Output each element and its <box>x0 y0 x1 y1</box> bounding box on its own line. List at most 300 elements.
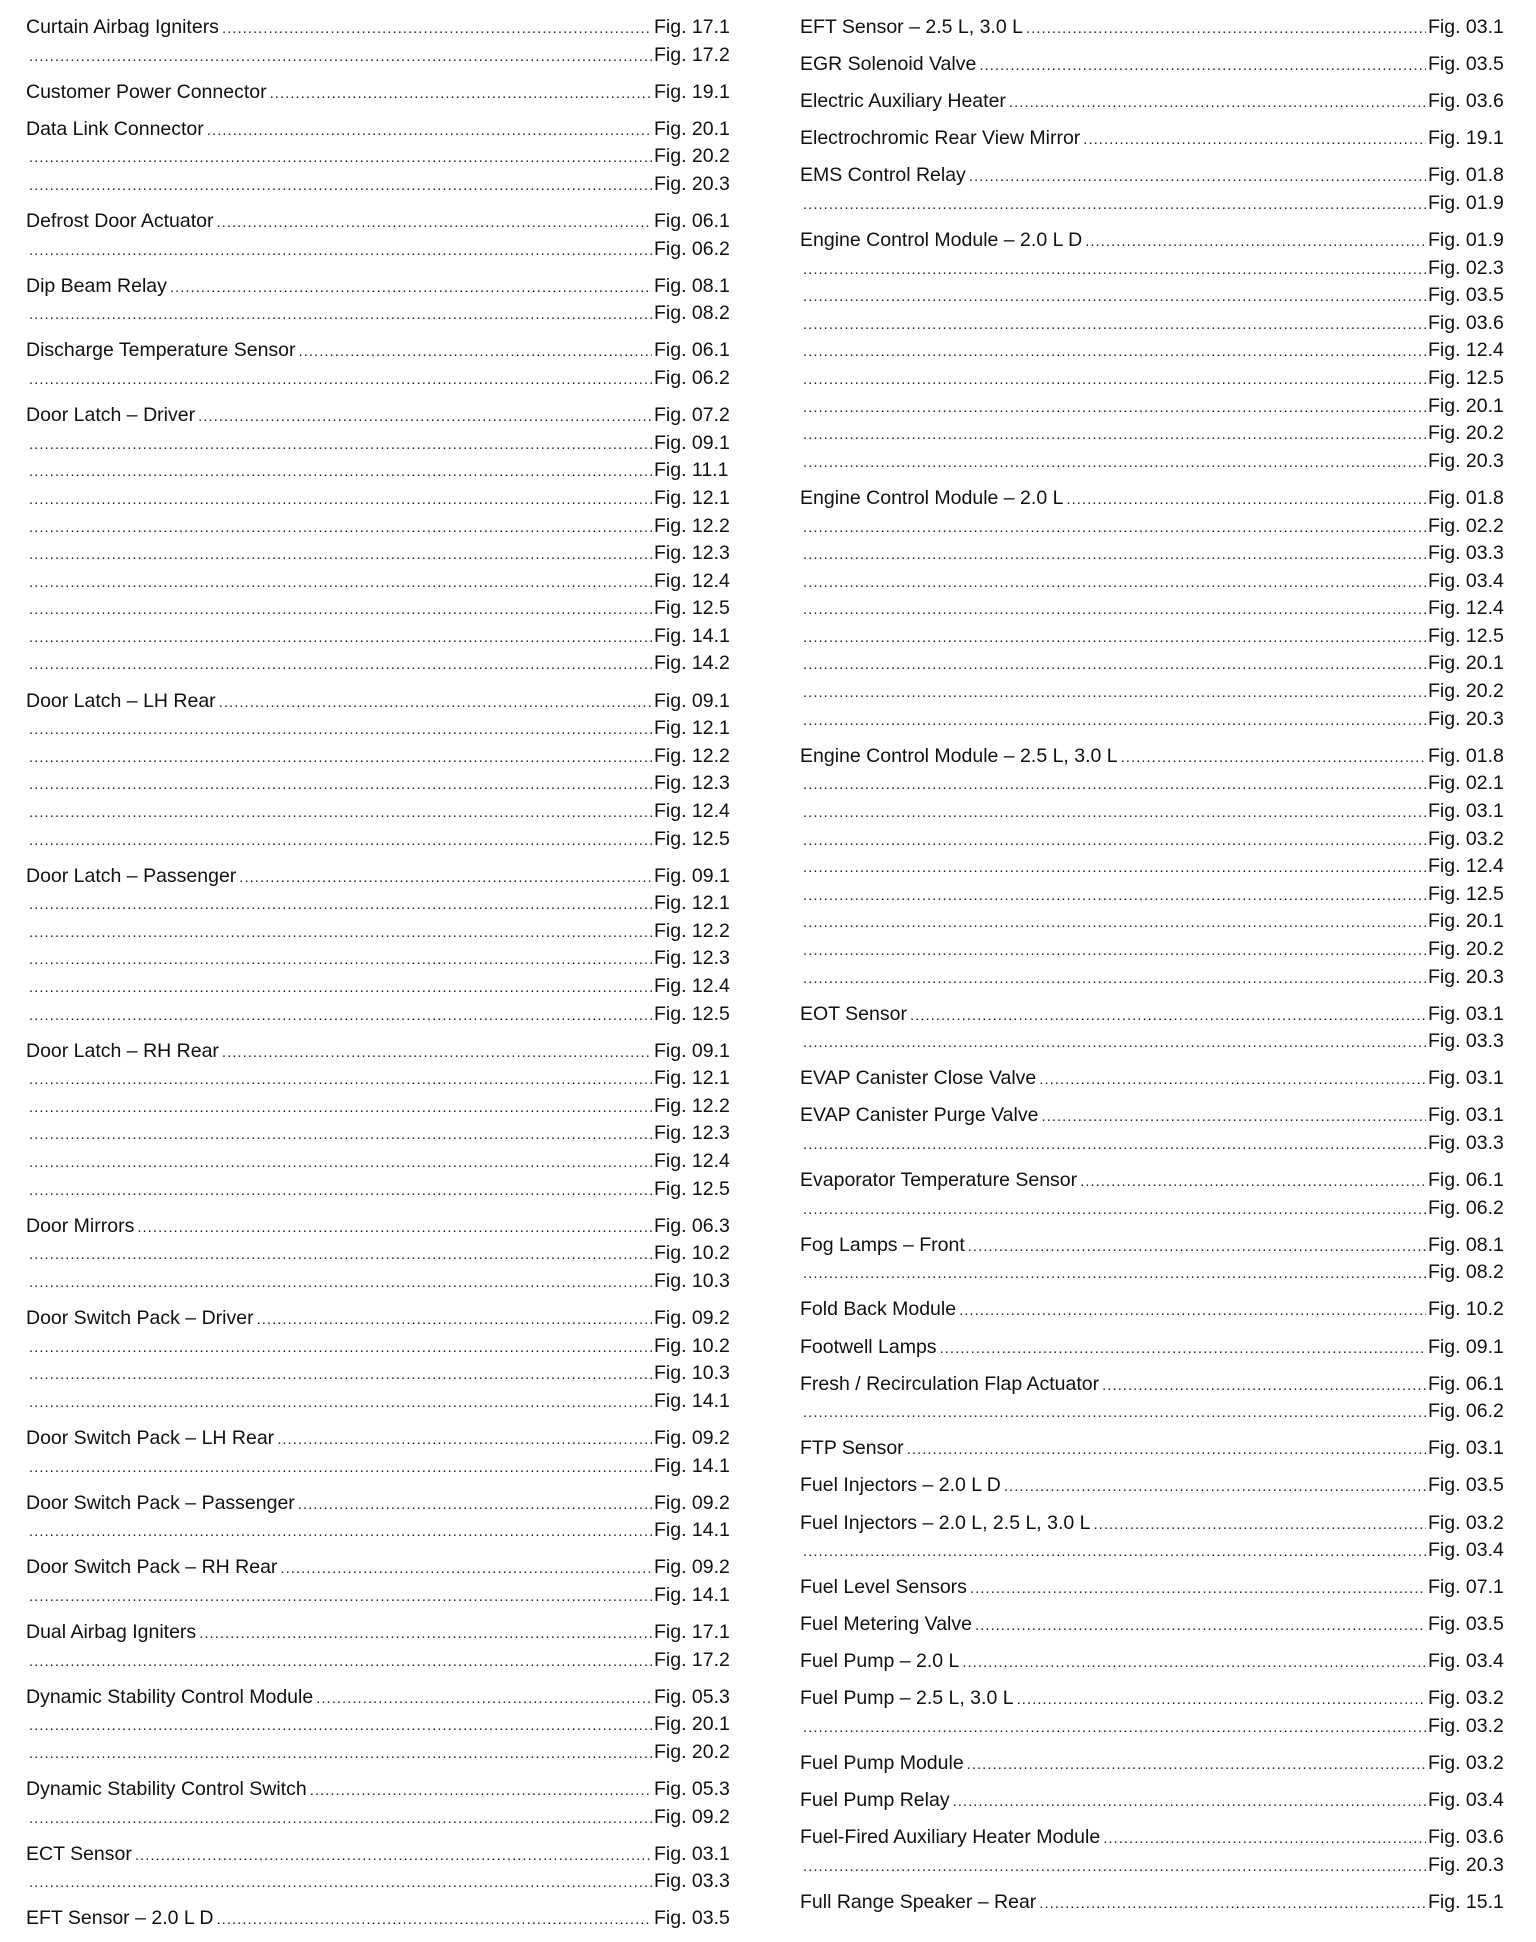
index-entry <box>26 1841 738 1896</box>
index-continuation-line <box>800 826 1512 854</box>
figure-reference: Fig. 08.1 <box>654 274 730 297</box>
dot-leader <box>803 256 1426 284</box>
entry-label: Dual Airbag Igniters <box>26 1620 197 1643</box>
index-continuation-line <box>800 448 1512 476</box>
entry-label: Door Switch Pack – RH Rear <box>26 1556 278 1579</box>
index-continuation-line <box>800 1028 1512 1056</box>
index-continuation-line <box>26 770 738 798</box>
dot-leader <box>970 1575 1426 1603</box>
figure-reference: Fig. 01.8 <box>1428 744 1504 767</box>
figure-reference: Fig. 08.1 <box>1428 1233 1504 1256</box>
figure-reference: Fig. 07.2 <box>654 404 730 427</box>
index-entry <box>800 88 1512 116</box>
entry-label: Fuel Injectors – 2.0 L, 2.5 L, 3.0 L <box>800 1511 1091 1534</box>
dot-leader <box>29 1149 652 1177</box>
index-entry <box>26 1490 738 1545</box>
dot-leader <box>280 1555 652 1583</box>
index-entry-line <box>800 1787 1512 1815</box>
index-entry-line <box>26 337 738 365</box>
index-entry <box>26 863 738 1029</box>
index-column-left <box>26 14 738 1942</box>
figure-reference: Fig. 09.1 <box>654 431 730 454</box>
dot-leader <box>29 651 652 679</box>
dot-leader <box>29 1712 652 1740</box>
index-entry <box>26 14 738 69</box>
figure-reference: Fig. 06.2 <box>1428 1400 1504 1423</box>
figure-reference: Fig. 20.2 <box>654 1740 730 1763</box>
dot-leader <box>29 431 652 459</box>
figure-reference: Fig. 12.3 <box>654 1122 730 1145</box>
index-column-right <box>800 14 1512 1926</box>
figure-reference: Fig. 03.5 <box>1428 53 1504 76</box>
index-entry-line <box>800 162 1512 190</box>
figure-reference: Fig. 12.5 <box>654 827 730 850</box>
dot-leader <box>257 1306 652 1334</box>
index-continuation-line <box>26 236 738 264</box>
index-entry-line <box>26 1684 738 1712</box>
dot-leader <box>170 274 652 302</box>
index-continuation-line <box>26 743 738 771</box>
index-entry <box>26 208 738 263</box>
index-entry <box>800 743 1512 991</box>
figure-reference: Fig. 12.3 <box>654 772 730 795</box>
index-continuation-line <box>800 936 1512 964</box>
figure-reference: Fig. 02.2 <box>1428 514 1504 537</box>
dot-leader <box>29 799 652 827</box>
figure-reference: Fig. 08.2 <box>654 302 730 325</box>
figure-reference: Fig. 03.1 <box>654 1842 730 1865</box>
index-continuation-line <box>26 715 738 743</box>
index-entry <box>26 116 738 199</box>
dot-leader <box>803 882 1426 910</box>
figure-reference: Fig. 05.3 <box>654 1777 730 1800</box>
index-entry <box>800 162 1512 217</box>
figure-reference: Fig. 03.2 <box>1428 1715 1504 1738</box>
figure-reference: Fig. 03.3 <box>1428 1131 1504 1154</box>
dot-leader <box>803 679 1426 707</box>
figure-reference: Fig. 05.3 <box>654 1685 730 1708</box>
index-continuation-line <box>26 1268 738 1296</box>
dot-leader <box>803 965 1426 993</box>
figure-reference: Fig. 09.1 <box>654 1039 730 1062</box>
figure-reference: Fig. 12.4 <box>654 799 730 822</box>
dot-leader <box>968 1233 1426 1261</box>
figure-reference: Fig. 03.6 <box>1428 1826 1504 1849</box>
figure-reference: Fig. 10.2 <box>654 1242 730 1265</box>
entry-label: Discharge Temperature Sensor <box>26 339 296 362</box>
index-continuation-line <box>26 171 738 199</box>
figure-reference: Fig. 06.1 <box>1428 1372 1504 1395</box>
index-entry <box>800 1889 1512 1917</box>
index-entry-line <box>800 743 1512 771</box>
figure-reference: Fig. 07.1 <box>1428 1576 1504 1599</box>
entry-label: Fold Back Module <box>800 1298 957 1321</box>
index-continuation-line <box>800 650 1512 678</box>
index-entry <box>800 1167 1512 1222</box>
dot-leader <box>29 569 652 597</box>
figure-reference: Fig. 14.1 <box>654 1389 730 1412</box>
figure-reference: Fig. 20.2 <box>1428 680 1504 703</box>
figure-reference: Fig. 03.3 <box>654 1870 730 1893</box>
entry-label: Fuel Pump – 2.0 L <box>800 1650 960 1673</box>
dot-leader <box>803 827 1426 855</box>
dot-leader <box>29 744 652 772</box>
figure-reference: Fig. 20.2 <box>1428 937 1504 960</box>
figure-reference: Fig. 14.1 <box>654 1519 730 1542</box>
dot-leader <box>1083 126 1426 154</box>
entry-label: Data Link Connector <box>26 117 204 140</box>
dot-leader <box>803 596 1426 624</box>
entry-label: Electrochromic Rear View Mirror <box>800 127 1081 150</box>
dot-leader <box>803 771 1426 799</box>
index-continuation-line <box>800 190 1512 218</box>
dot-leader <box>803 624 1426 652</box>
index-entry <box>800 1574 1512 1602</box>
index-entry-line <box>800 125 1512 153</box>
dot-leader <box>222 15 652 43</box>
index-entry <box>26 1038 738 1204</box>
figure-reference: Fig. 06.1 <box>654 210 730 233</box>
figure-reference: Fig. 06.1 <box>1428 1169 1504 1192</box>
dot-leader <box>316 1685 652 1713</box>
figure-reference: Fig. 01.9 <box>1428 191 1504 214</box>
dot-leader <box>969 163 1426 191</box>
figure-reference: Fig. 20.2 <box>654 145 730 168</box>
index-entry-line <box>26 1425 738 1453</box>
figure-reference: Fig. 17.2 <box>654 43 730 66</box>
index-entry <box>800 1232 1512 1287</box>
dot-leader <box>29 1269 652 1297</box>
dot-leader <box>29 43 652 71</box>
dot-leader <box>29 1389 652 1417</box>
index-entry-line <box>800 51 1512 79</box>
figure-reference: Fig. 06.1 <box>654 339 730 362</box>
index-continuation-line <box>800 365 1512 393</box>
index-continuation-line <box>800 908 1512 936</box>
figure-reference: Fig. 12.5 <box>654 1002 730 1025</box>
dot-leader <box>803 1131 1426 1159</box>
figure-reference: Fig. 12.5 <box>1428 367 1504 390</box>
figure-reference: Fig. 09.2 <box>654 1426 730 1449</box>
index-continuation-line <box>800 1852 1512 1880</box>
index-continuation-line <box>26 1001 738 1029</box>
figure-reference: Fig. 12.2 <box>654 919 730 942</box>
dot-leader <box>1121 744 1426 772</box>
index-continuation-line <box>26 918 738 946</box>
figure-reference: Fig. 20.1 <box>1428 910 1504 933</box>
index-entry <box>800 485 1512 733</box>
dot-leader <box>29 716 652 744</box>
index-entry-line <box>800 1824 1512 1852</box>
index-continuation-line <box>26 1711 738 1739</box>
dot-leader <box>1026 15 1426 43</box>
figure-reference: Fig. 15.1 <box>1428 1891 1504 1914</box>
index-continuation-line <box>800 853 1512 881</box>
figure-reference: Fig. 12.2 <box>654 514 730 537</box>
dot-leader <box>803 1029 1426 1057</box>
dot-leader <box>803 1260 1426 1288</box>
index-continuation-line <box>800 393 1512 421</box>
index-continuation-line <box>800 337 1512 365</box>
figure-reference: Fig. 01.9 <box>1428 229 1504 252</box>
index-continuation-line <box>800 255 1512 283</box>
figure-reference: Fig. 20.3 <box>654 172 730 195</box>
figure-reference: Fig. 12.1 <box>654 717 730 740</box>
index-entry <box>800 1685 1512 1740</box>
figure-reference: Fig. 08.2 <box>1428 1261 1504 1284</box>
entry-label: Dynamic Stability Control Switch <box>26 1777 307 1800</box>
figure-reference: Fig. 20.1 <box>654 1713 730 1736</box>
index-entry-line <box>800 1371 1512 1399</box>
entry-label: Fuel Injectors – 2.0 L D <box>800 1474 1001 1497</box>
dot-leader <box>29 1740 652 1768</box>
index-continuation-line <box>26 1388 738 1416</box>
dot-leader <box>29 458 652 486</box>
index-entry-line <box>800 227 1512 255</box>
figure-reference: Fig. 12.4 <box>654 569 730 592</box>
index-entry <box>26 1776 738 1831</box>
index-entry <box>800 1065 1512 1093</box>
index-continuation-line <box>26 1176 738 1204</box>
index-entry <box>800 1102 1512 1157</box>
index-entry <box>26 1554 738 1609</box>
index-continuation-line <box>26 1120 738 1148</box>
dot-leader <box>277 1426 652 1454</box>
index-continuation-line <box>26 650 738 678</box>
figure-reference: Fig. 09.2 <box>654 1556 730 1579</box>
dot-leader <box>1094 1511 1426 1539</box>
entry-label: Dynamic Stability Control Module <box>26 1685 314 1708</box>
dot-leader <box>803 799 1426 827</box>
dot-leader <box>803 1538 1426 1566</box>
index-entry-line <box>800 1750 1512 1778</box>
index-entry-line <box>800 1472 1512 1500</box>
entry-label: EFT Sensor – 2.5 L, 3.0 L <box>800 16 1023 38</box>
entry-label: Fuel Level Sensors <box>800 1576 967 1599</box>
index-continuation-line <box>26 1453 738 1481</box>
index-entry <box>26 1305 738 1415</box>
figure-reference: Fig. 03.1 <box>1428 16 1504 38</box>
entry-label: Door Switch Pack – Passenger <box>26 1491 295 1514</box>
entry-label: ECT Sensor <box>26 1842 132 1865</box>
dot-leader <box>29 1121 652 1149</box>
index-continuation-line <box>26 623 738 651</box>
entry-label: Curtain Airbag Igniters <box>26 16 219 38</box>
figure-reference: Fig. 03.3 <box>1428 1030 1504 1053</box>
figure-reference: Fig. 20.1 <box>1428 394 1504 417</box>
index-entry <box>800 1750 1512 1778</box>
entry-label: EVAP Canister Close Valve <box>800 1067 1037 1090</box>
figure-reference: Fig. 01.8 <box>1428 486 1504 509</box>
index-continuation-line <box>800 881 1512 909</box>
figure-reference: Fig. 17.1 <box>654 1620 730 1643</box>
dot-leader <box>803 514 1426 542</box>
dot-leader <box>270 80 652 108</box>
dot-leader <box>29 1648 652 1676</box>
figure-reference: Fig. 10.2 <box>654 1334 730 1357</box>
figure-reference: Fig. 03.2 <box>1428 1752 1504 1775</box>
dot-leader <box>137 1214 652 1242</box>
figure-reference: Fig. 20.1 <box>1428 652 1504 675</box>
index-entry-line <box>26 116 738 144</box>
index-entry-line <box>800 1574 1512 1602</box>
index-entry-line <box>800 1001 1512 1029</box>
figure-reference: Fig. 06.2 <box>654 367 730 390</box>
dot-leader <box>803 854 1426 882</box>
figure-reference: Fig. 14.1 <box>654 1583 730 1606</box>
figure-reference: Fig. 11.1 <box>654 459 729 482</box>
dot-leader <box>803 909 1426 937</box>
index-entry <box>26 273 738 328</box>
index-continuation-line <box>26 1582 738 1610</box>
dot-leader <box>199 1620 652 1648</box>
dot-leader <box>29 919 652 947</box>
index-continuation-line <box>26 42 738 70</box>
figure-reference: Fig. 03.1 <box>1428 799 1504 822</box>
index-entry-line <box>800 1102 1512 1130</box>
index-entry-line <box>800 1435 1512 1463</box>
index-continuation-line <box>26 890 738 918</box>
index-entry-line <box>26 688 738 716</box>
entry-label: Footwell Lamps <box>800 1335 937 1358</box>
index-entry <box>800 1334 1512 1362</box>
dot-leader <box>803 449 1426 477</box>
dot-leader <box>803 541 1426 569</box>
index-continuation-line <box>26 1739 738 1767</box>
index-continuation-line <box>800 623 1512 651</box>
figure-reference: Fig. 10.3 <box>654 1269 730 1292</box>
index-continuation-line <box>26 945 738 973</box>
dot-leader <box>239 864 652 892</box>
figure-reference: Fig. 12.2 <box>654 744 730 767</box>
entry-label: Engine Control Module – 2.0 L <box>800 486 1064 509</box>
figure-reference: Fig. 01.8 <box>1428 164 1504 187</box>
index-entry-line <box>26 1038 738 1066</box>
dot-leader <box>803 421 1426 449</box>
entry-label: Door Latch – RH Rear <box>26 1039 219 1062</box>
figure-reference: Fig. 12.3 <box>654 947 730 970</box>
index-entry <box>26 402 738 678</box>
index-continuation-line <box>26 540 738 568</box>
index-continuation-line <box>26 1065 738 1093</box>
figure-reference: Fig. 20.1 <box>654 117 730 140</box>
dot-leader <box>29 1518 652 1546</box>
dot-leader <box>1066 486 1426 514</box>
dot-leader <box>217 209 653 237</box>
figure-reference: Fig. 12.4 <box>1428 339 1504 362</box>
figure-reference: Fig. 12.4 <box>654 1150 730 1173</box>
dot-leader <box>1041 1103 1426 1131</box>
index-entry <box>800 1371 1512 1426</box>
index-entry-line <box>26 79 738 107</box>
index-entry-line <box>800 1611 1512 1639</box>
figure-reference: Fig. 12.3 <box>654 542 730 565</box>
index-entry-line <box>26 1554 738 1582</box>
dot-leader <box>298 1491 652 1519</box>
figure-reference: Fig. 03.1 <box>1428 1104 1504 1127</box>
dot-leader <box>803 366 1426 394</box>
index-entry-line <box>800 1296 1512 1324</box>
entry-label: Door Switch Pack – Driver <box>26 1307 254 1330</box>
index-continuation-line <box>800 770 1512 798</box>
figure-reference: Fig. 17.2 <box>654 1648 730 1671</box>
index-entry-line <box>800 1889 1512 1917</box>
dot-leader <box>29 237 652 265</box>
figure-reference: Fig. 03.2 <box>1428 1511 1504 1534</box>
index-continuation-line <box>26 457 738 485</box>
figure-reference: Fig. 02.1 <box>1428 772 1504 795</box>
figure-reference: Fig. 06.3 <box>654 1214 730 1237</box>
figure-reference: Fig. 03.4 <box>1428 1539 1504 1562</box>
figure-reference: Fig. 14.1 <box>654 624 730 647</box>
index-entry-line <box>800 1685 1512 1713</box>
index-entry <box>800 1435 1512 1463</box>
entry-label: Customer Power Connector <box>26 80 267 103</box>
dot-leader <box>29 1454 652 1482</box>
index-entry-line <box>26 273 738 301</box>
figure-reference: Fig. 20.3 <box>1428 449 1504 472</box>
index-continuation-line <box>26 568 738 596</box>
entry-label: Door Latch – Passenger <box>26 864 237 887</box>
index-continuation-line <box>800 1259 1512 1287</box>
entry-label: Fuel Pump Relay <box>800 1789 950 1812</box>
entry-label: EFT Sensor – 2.0 L D <box>26 1907 214 1930</box>
index-entry-line <box>26 1776 738 1804</box>
entry-label: Door Switch Pack – LH Rear <box>26 1426 275 1449</box>
index-entry <box>26 1684 738 1767</box>
index-entry <box>800 1472 1512 1500</box>
figure-reference: Fig. 20.3 <box>1428 707 1504 730</box>
dot-leader <box>803 191 1426 219</box>
dot-leader <box>29 366 652 394</box>
index-entry <box>800 1824 1512 1879</box>
index-entry <box>800 1648 1512 1676</box>
dot-leader <box>29 771 652 799</box>
dot-leader <box>29 624 652 652</box>
figure-reference: Fig. 03.2 <box>1428 827 1504 850</box>
dot-leader <box>29 1241 652 1269</box>
index-entry <box>800 227 1512 475</box>
index-continuation-line <box>800 282 1512 310</box>
dot-leader <box>222 1039 652 1067</box>
entry-label: Electric Auxiliary Heater <box>800 90 1006 113</box>
entry-label: Engine Control Module – 2.0 L D <box>800 229 1083 252</box>
dot-leader <box>962 1649 1426 1677</box>
index-entry-line <box>26 1213 738 1241</box>
index-continuation-line <box>26 1360 738 1388</box>
dot-leader <box>803 569 1426 597</box>
dot-leader <box>198 403 652 431</box>
figure-reference: Fig. 03.5 <box>654 1907 730 1930</box>
index-continuation-line <box>26 1240 738 1268</box>
entry-label: Evaporator Temperature Sensor <box>800 1169 1078 1192</box>
dot-leader <box>29 974 652 1002</box>
dot-leader <box>803 1196 1426 1224</box>
dot-leader <box>803 707 1426 735</box>
figure-reference: Fig. 09.1 <box>1428 1335 1504 1358</box>
index-entry <box>26 1425 738 1480</box>
figure-reference: Fig. 12.5 <box>654 597 730 620</box>
figure-reference: Fig. 09.1 <box>654 689 730 712</box>
index-continuation-line <box>26 1517 738 1545</box>
figure-reference: Fig. 12.5 <box>1428 624 1504 647</box>
dot-leader <box>1085 228 1426 256</box>
index-entry <box>800 125 1512 153</box>
dot-leader <box>910 1002 1426 1030</box>
index-entry <box>800 1611 1512 1639</box>
figure-reference: Fig. 12.4 <box>1428 855 1504 878</box>
index-entry-line <box>800 1510 1512 1538</box>
